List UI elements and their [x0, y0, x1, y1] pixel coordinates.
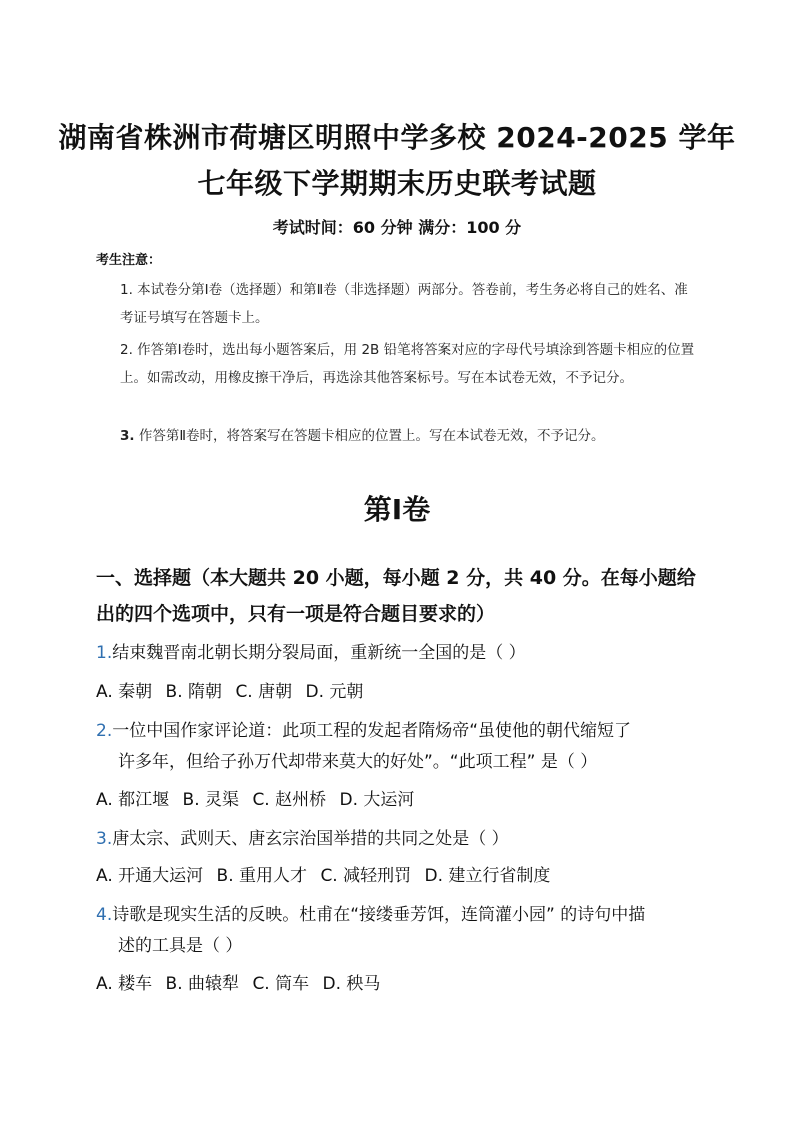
- question-text: 一位中国作家评论道：此项工程的发起者隋炀帝“虽使他的朝代缩短了: [112, 721, 632, 741]
- exam-info: 考试时间：60 分钟 满分：100 分: [272, 218, 522, 237]
- option-b: B. 曲辕犁: [165, 974, 240, 994]
- title-line-1: 湖南省株洲市荷塘区明照中学多校 2024-2025 学年: [58, 121, 736, 154]
- section-title: 第Ⅰ卷: [363, 493, 431, 526]
- option-c: C. 筒车: [252, 974, 310, 994]
- option-d: D. 元朝: [305, 682, 364, 702]
- option-a: A. 秦朝: [96, 682, 153, 702]
- option-b: B. 灵渠: [182, 790, 240, 810]
- notice-item-number: 2.: [120, 342, 133, 358]
- option-a: A. 耧车: [96, 974, 153, 994]
- question-3-options: [96, 862, 716, 890]
- option-c: C. 赵州桥: [252, 790, 327, 810]
- option-a: A. 开通大运河: [96, 866, 204, 886]
- notice-item-text: 作答第Ⅰ卷时，选出每小题答案后，用 2B 铅笔将答案对应的字母代号填涂到答题卡相应的位置上。如需改动，用橡皮擦干净后，再选涂其他答案标号。写在本试卷无效，不予记分。: [120, 342, 695, 386]
- notice-item: [120, 276, 700, 332]
- question-2: [96, 716, 696, 778]
- question-1-options: [96, 678, 716, 706]
- question-3: [96, 824, 696, 855]
- question-text: 唐太宗、武则天、唐玄宗治国举措的共同之处是（ ）: [112, 829, 509, 849]
- question-2-options: [96, 786, 716, 814]
- question-4: [96, 900, 696, 962]
- question-number: 3.: [96, 829, 113, 849]
- notice-item-number: 1.: [120, 282, 133, 298]
- question-number: 2.: [96, 721, 113, 741]
- option-d: D. 建立行省制度: [424, 866, 551, 886]
- question-number: 4.: [96, 905, 113, 925]
- part-heading: 一、选择题（本大题共 20 小题，每小题 2 分，共 40 分。在每小题给出的四个选项中，只有一项是符合题目要求的）: [96, 567, 696, 625]
- question-1: [96, 638, 696, 669]
- notice-item-text: 本试卷分第Ⅰ卷（选择题）和第Ⅱ卷（非选择题）两部分。答卷前，考生务必将自己的姓名、准考证号填写在答题卡上。: [120, 282, 688, 326]
- option-d: D. 大运河: [339, 790, 415, 810]
- notice-item-number: 3.: [120, 428, 135, 444]
- notice-heading: 考生注意：: [96, 253, 162, 268]
- question-text-continued: 许多年，但给子孙万代却带来莫大的好处”。“此项工程” 是（ ）: [118, 752, 598, 772]
- notice-item-text: 作答第Ⅱ卷时，将答案写在答题卡相应的位置上。写在本试卷无效，不予记分。: [134, 428, 605, 444]
- option-a: A. 都江堰: [96, 790, 170, 810]
- notice-item: [120, 336, 700, 392]
- option-d: D. 秧马: [322, 974, 381, 994]
- option-b: B. 重用人才: [216, 866, 308, 886]
- option-c: C. 减轻刑罚: [320, 866, 412, 886]
- question-text: 诗歌是现实生活的反映。杜甫在“接缕垂芳饵，连筒灌小园” 的诗句中描: [112, 905, 646, 925]
- option-b: B. 隋朝: [165, 682, 223, 702]
- question-text: 结束魏晋南北朝长期分裂局面，重新统一全国的是（ ）: [112, 643, 526, 663]
- notice-item: [120, 422, 700, 450]
- question-number: 1.: [96, 643, 113, 663]
- question-text-continued: 述的工具是（ ）: [118, 936, 243, 956]
- question-4-options: [96, 970, 716, 998]
- title-line-2: 七年级下学期期末历史联考试题: [197, 167, 597, 200]
- option-c: C. 唐朝: [235, 682, 293, 702]
